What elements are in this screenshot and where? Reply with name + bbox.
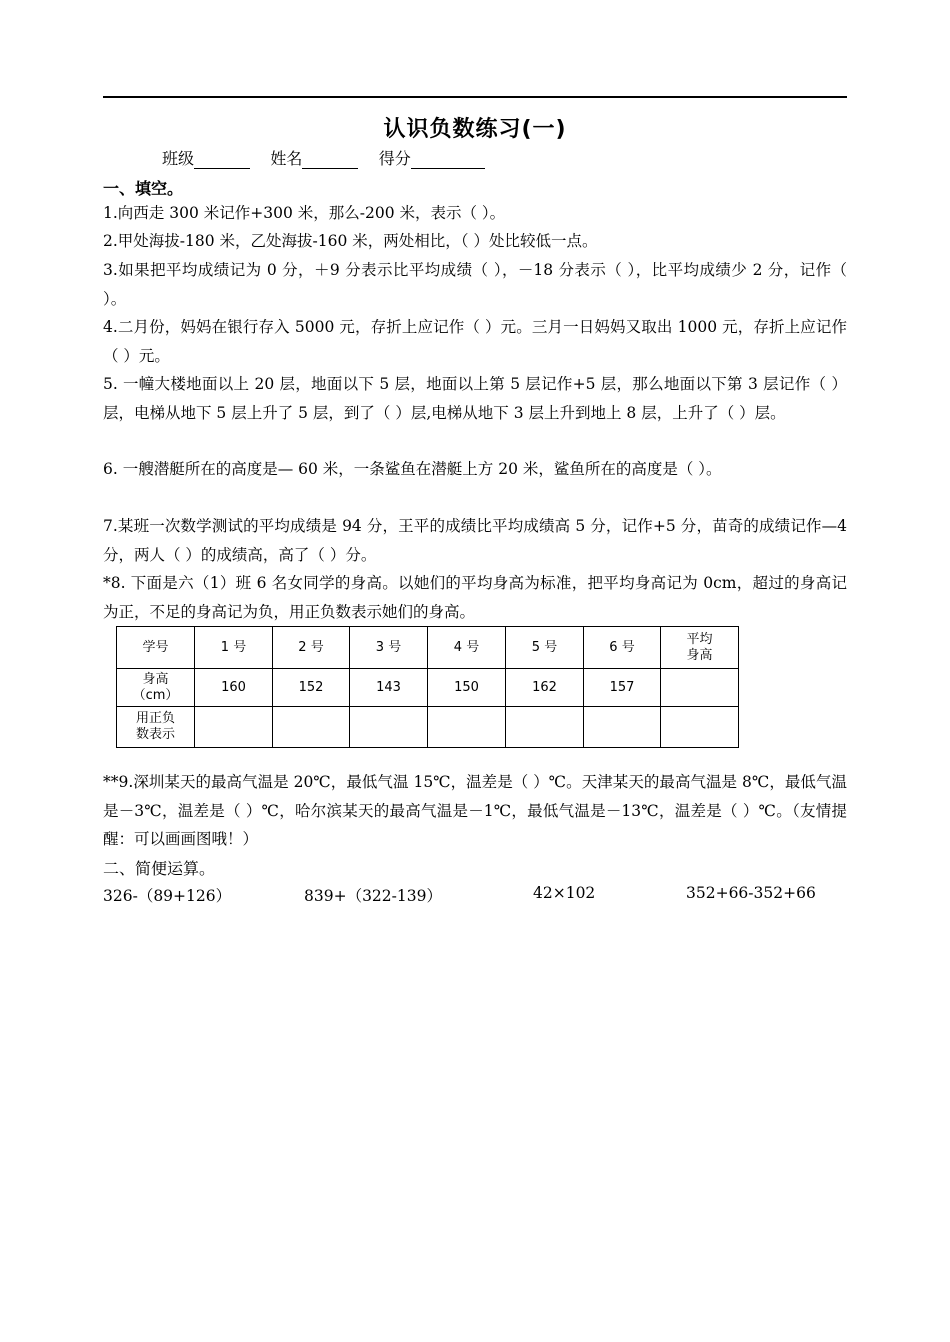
answer-cell[interactable] bbox=[350, 707, 428, 748]
name-blank[interactable] bbox=[302, 151, 358, 169]
question-9: **9.深圳某天的最高气温是 20℃，最低气温 15℃，温差是（ ）℃。天津某天的最高气温是 8℃，最低气温是－3℃，温差是（ ）℃，哈尔滨某天的最高气温是－1℃，最低气温是－13℃，温差是（ ）℃。（友情提醒：可以画画图哦！） bbox=[103, 773, 847, 848]
calc-expression-3: 42×102 bbox=[533, 884, 596, 902]
question-2: 2.甲处海拔-180 米，乙处海拔-160 米，两处相比，（ ）处比较低一点。 bbox=[103, 232, 598, 250]
header-cell: 4 号 bbox=[428, 627, 506, 669]
height-cell: 150 bbox=[428, 669, 506, 707]
header-cell: 3 号 bbox=[350, 627, 428, 669]
question-7: 7.某班一次数学测试的平均成绩是 94 分，王平的成绩比平均成绩高 5 分，记作+5 分，苗奇的成绩记作—4 分，两人（ ）的成绩高，高了（ ）分。 bbox=[103, 517, 847, 564]
class-blank[interactable] bbox=[194, 151, 250, 169]
name-label: 姓名 bbox=[270, 149, 303, 168]
table-header-row bbox=[117, 627, 739, 669]
question-5: 5. 一幢大楼地面以上 20 层，地面以下 5 层，地面以上第 5 层记作+5 层，那么地面以下第 3 层记作（ ）层，电梯从地下 5 层上升了 5 层，到了（ ）层,电梯从地下 3 层上升到地上 8 层，上升了（ ）层。 bbox=[103, 375, 847, 422]
row-label-height: 身高 （cm） bbox=[117, 669, 195, 707]
header-cell: 6 号 bbox=[584, 627, 661, 669]
score-label: 得分 bbox=[378, 149, 411, 168]
question-3: 3.如果把平均成绩记为 0 分，＋9 分表示比平均成绩（ ），－18 分表示（ ），比平均成绩少 2 分，记作（ ）。 bbox=[103, 261, 847, 308]
question-4: 4.二月份，妈妈在银行存入 5000 元，存折上应记作（ ）元。三月一日妈妈又取出 1000 元，存折上应记作（ ）元。 bbox=[103, 318, 847, 365]
calc-expression-1: 326-（89+126） bbox=[103, 887, 232, 905]
top-rule bbox=[103, 96, 847, 98]
header-cell-average: 平均 身高 bbox=[661, 627, 739, 669]
question-8: *8. 下面是六（1）班 6 名女同学的身高。以她们的平均身高为标准，把平均身高记为 0cm，超过的身高记为正，不足的身高记为负，用正负数表示她们的身高。 bbox=[103, 574, 847, 621]
answer-cell[interactable] bbox=[195, 707, 273, 748]
section-calculation-title: 二、简便运算。 bbox=[103, 859, 216, 878]
answer-cell[interactable] bbox=[661, 707, 739, 748]
header-cell: 1 号 bbox=[195, 627, 273, 669]
height-cell: 160 bbox=[195, 669, 273, 707]
student-info-line bbox=[162, 146, 485, 169]
question-6: 6. 一艘潜艇所在的高度是— 60 米，一条鲨鱼在潜艇上方 20 米，鲨鱼所在的高度是（ ）。 bbox=[103, 460, 722, 478]
height-cell: 143 bbox=[350, 669, 428, 707]
height-cell: 157 bbox=[584, 669, 661, 707]
section-fill-in-title: 一、填空。 bbox=[103, 179, 184, 198]
height-cell: 162 bbox=[506, 669, 584, 707]
answer-cell[interactable] bbox=[584, 707, 661, 748]
answer-cell[interactable] bbox=[506, 707, 584, 748]
page-title: 认识负数练习(一) bbox=[383, 117, 567, 142]
answer-cell[interactable] bbox=[273, 707, 350, 748]
heights-table bbox=[116, 626, 739, 748]
score-blank[interactable] bbox=[411, 151, 485, 169]
header-cell: 5 号 bbox=[506, 627, 584, 669]
row-label-signed: 用正负 数表示 bbox=[117, 707, 195, 748]
calc-expression-4: 352+66-352+66 bbox=[686, 884, 816, 902]
table-row-signed bbox=[117, 707, 739, 748]
question-1: 1.向西走 300 米记作+300 米，那么-200 米，表示（ ）。 bbox=[103, 204, 506, 222]
header-cell: 学号 bbox=[117, 627, 195, 669]
table-row-height bbox=[117, 669, 739, 707]
calc-expression-2: 839+（322-139） bbox=[304, 887, 442, 905]
answer-cell[interactable] bbox=[428, 707, 506, 748]
height-cell: 152 bbox=[273, 669, 350, 707]
header-cell: 2 号 bbox=[273, 627, 350, 669]
average-height-cell[interactable] bbox=[661, 669, 739, 707]
class-label: 班级 bbox=[162, 149, 195, 168]
